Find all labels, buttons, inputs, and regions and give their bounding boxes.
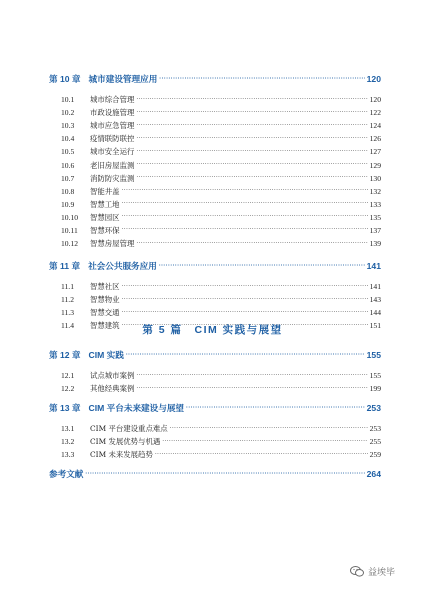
section-entry[interactable] xyxy=(49,185,381,198)
section-page: 259 xyxy=(369,450,381,460)
leader-dots xyxy=(122,284,368,290)
section-page: 253 xyxy=(369,424,381,434)
watermark-text: 益埃毕 xyxy=(367,568,395,578)
section-number: 11.1 xyxy=(61,282,75,292)
section-number: 11.4 xyxy=(61,321,75,331)
chapter-entry[interactable] xyxy=(49,400,381,416)
chapter-title: 城市建设管理应用 xyxy=(88,74,158,84)
section-page: 137 xyxy=(369,225,381,235)
section-title: 智慧房屋管理 xyxy=(90,239,135,249)
section-number: 10.12 xyxy=(61,239,79,249)
section-entry[interactable] xyxy=(49,237,381,250)
part-heading: 第 5 篇 CIM 实践与展望 xyxy=(142,324,283,336)
toc-bottom-section xyxy=(49,347,381,461)
toc-top-section xyxy=(49,71,381,333)
leader-dots xyxy=(170,426,368,432)
chapter-entry[interactable] xyxy=(49,258,381,274)
section-number: 10.4 xyxy=(61,134,75,144)
section-entry[interactable] xyxy=(49,106,381,119)
section-entry[interactable] xyxy=(49,158,381,171)
chapter-entry[interactable] xyxy=(49,71,381,87)
section-title: 城市应急管理 xyxy=(90,121,135,131)
table-of-contents xyxy=(49,71,381,333)
chapter-title: CIM 实践 xyxy=(88,350,124,360)
section-entry[interactable] xyxy=(49,93,381,106)
section-number: 13.1 xyxy=(61,424,75,434)
section-title: CIM 平台建设重点难点 xyxy=(90,424,168,434)
wechat-icon xyxy=(350,566,364,577)
chapter-number: 第 13 章 xyxy=(49,403,81,414)
leader-dots xyxy=(122,310,368,316)
section-title: 智慧建筑 xyxy=(90,321,120,331)
section-entry[interactable] xyxy=(49,382,381,395)
section-number: 13.3 xyxy=(61,450,75,460)
leader-dots xyxy=(122,297,368,303)
section-page: 130 xyxy=(369,173,381,183)
section-entry[interactable] xyxy=(49,198,381,211)
section-number: 10.2 xyxy=(61,108,75,118)
leader-dots xyxy=(122,214,368,220)
section-entry[interactable] xyxy=(49,211,381,224)
section-title: 智慧环保 xyxy=(90,225,120,235)
references-entry[interactable] xyxy=(49,466,381,482)
section-number: 10.6 xyxy=(61,160,75,170)
section-title: 智能井盖 xyxy=(90,186,120,196)
chapter-page: 155 xyxy=(366,350,381,360)
table-of-contents-bottom xyxy=(49,347,381,482)
section-page: 127 xyxy=(369,147,381,157)
leader-dots xyxy=(136,149,367,155)
leader-dots xyxy=(162,439,367,445)
section-page: 151 xyxy=(369,321,381,331)
section-title: 智慧社区 xyxy=(90,282,120,292)
section-title: 老旧房屋监测 xyxy=(90,160,135,170)
leader-dots xyxy=(159,76,364,82)
section-entry[interactable] xyxy=(49,145,381,158)
section-entry[interactable] xyxy=(49,306,381,319)
section-entry[interactable] xyxy=(49,119,381,132)
chapter-title: CIM 平台未来建设与展望 xyxy=(88,403,185,414)
leader-dots xyxy=(85,471,364,477)
leader-dots xyxy=(136,175,367,181)
section-page: 143 xyxy=(369,295,381,305)
chapter-page: 120 xyxy=(366,74,381,84)
leader-dots xyxy=(159,263,365,269)
section-title: 智慧物业 xyxy=(90,295,120,305)
section-title: CIM 发展优势与机遇 xyxy=(90,437,161,447)
section-page: 144 xyxy=(369,308,381,318)
leader-dots xyxy=(136,373,367,379)
section-number: 11.2 xyxy=(61,295,75,305)
section-title: 疫情联防联控 xyxy=(90,134,135,144)
leader-dots xyxy=(186,405,365,411)
section-number: 11.3 xyxy=(61,308,75,318)
chapter-entry[interactable] xyxy=(49,347,381,363)
section-page: 124 xyxy=(369,121,381,131)
section-title: CIM 未来发展趋势 xyxy=(90,450,153,460)
section-page: 255 xyxy=(369,437,381,447)
section-entry[interactable] xyxy=(49,172,381,185)
leader-dots xyxy=(136,123,367,129)
section-entry[interactable] xyxy=(49,369,381,382)
leader-dots xyxy=(136,162,367,168)
section-number: 12.1 xyxy=(61,371,75,381)
section-page: 199 xyxy=(369,384,381,394)
section-title: 市政设施管理 xyxy=(90,108,135,118)
chapter-title: 社会公共服务应用 xyxy=(88,261,157,272)
section-page: 135 xyxy=(369,212,381,222)
section-entry[interactable] xyxy=(49,422,381,435)
section-entry[interactable] xyxy=(49,435,381,448)
chapter-page: 141 xyxy=(366,261,381,272)
leader-dots xyxy=(122,201,368,207)
section-entry[interactable] xyxy=(49,132,381,145)
section-number: 10.5 xyxy=(61,147,75,157)
section-page: 120 xyxy=(369,95,381,105)
chapter-number: 第 12 章 xyxy=(49,350,81,360)
section-title: 智慧园区 xyxy=(90,212,120,222)
section-page: 126 xyxy=(369,134,381,144)
section-entry[interactable] xyxy=(49,448,381,461)
section-entry[interactable] xyxy=(49,280,381,293)
section-entry[interactable] xyxy=(49,293,381,306)
section-number: 10.1 xyxy=(61,95,75,105)
leader-dots xyxy=(122,188,368,194)
watermark xyxy=(350,565,395,578)
leader-dots xyxy=(136,110,367,116)
section-number: 10.8 xyxy=(61,186,75,196)
section-page: 132 xyxy=(369,186,381,196)
section-title: 智慧交通 xyxy=(90,308,120,318)
section-number: 10.9 xyxy=(61,199,75,209)
leader-dots xyxy=(136,241,367,247)
section-page: 129 xyxy=(369,160,381,170)
references-title: 参考文献 xyxy=(49,469,84,480)
section-number: 10.3 xyxy=(61,121,75,131)
chapter-page: 253 xyxy=(366,403,381,414)
section-entry[interactable] xyxy=(49,224,381,237)
section-number: 10.10 xyxy=(61,212,79,222)
section-number: 10.11 xyxy=(61,225,78,235)
section-page: 139 xyxy=(369,239,381,249)
leader-dots xyxy=(122,227,368,233)
leader-dots xyxy=(155,452,368,458)
section-page: 155 xyxy=(369,371,381,381)
section-title: 城市综合管理 xyxy=(90,95,135,105)
section-page: 141 xyxy=(369,282,381,292)
section-title: 消防防灾监测 xyxy=(90,173,135,183)
references-page: 264 xyxy=(366,469,381,480)
leader-dots xyxy=(126,352,365,358)
section-number: 12.2 xyxy=(61,384,75,394)
chapter-number: 第 10 章 xyxy=(49,74,81,84)
section-page: 122 xyxy=(369,108,381,118)
section-title: 其他经典案例 xyxy=(90,384,135,394)
section-number: 10.7 xyxy=(61,173,75,183)
leader-dots xyxy=(136,97,367,103)
leader-dots xyxy=(136,136,367,142)
chapter-number: 第 11 章 xyxy=(49,261,81,272)
section-number: 13.2 xyxy=(61,437,75,447)
section-page: 133 xyxy=(369,199,381,209)
section-title: 城市安全运行 xyxy=(90,147,135,157)
section-title: 试点城市案例 xyxy=(90,371,135,381)
leader-dots xyxy=(136,386,367,392)
section-title: 智慧工地 xyxy=(90,199,120,209)
